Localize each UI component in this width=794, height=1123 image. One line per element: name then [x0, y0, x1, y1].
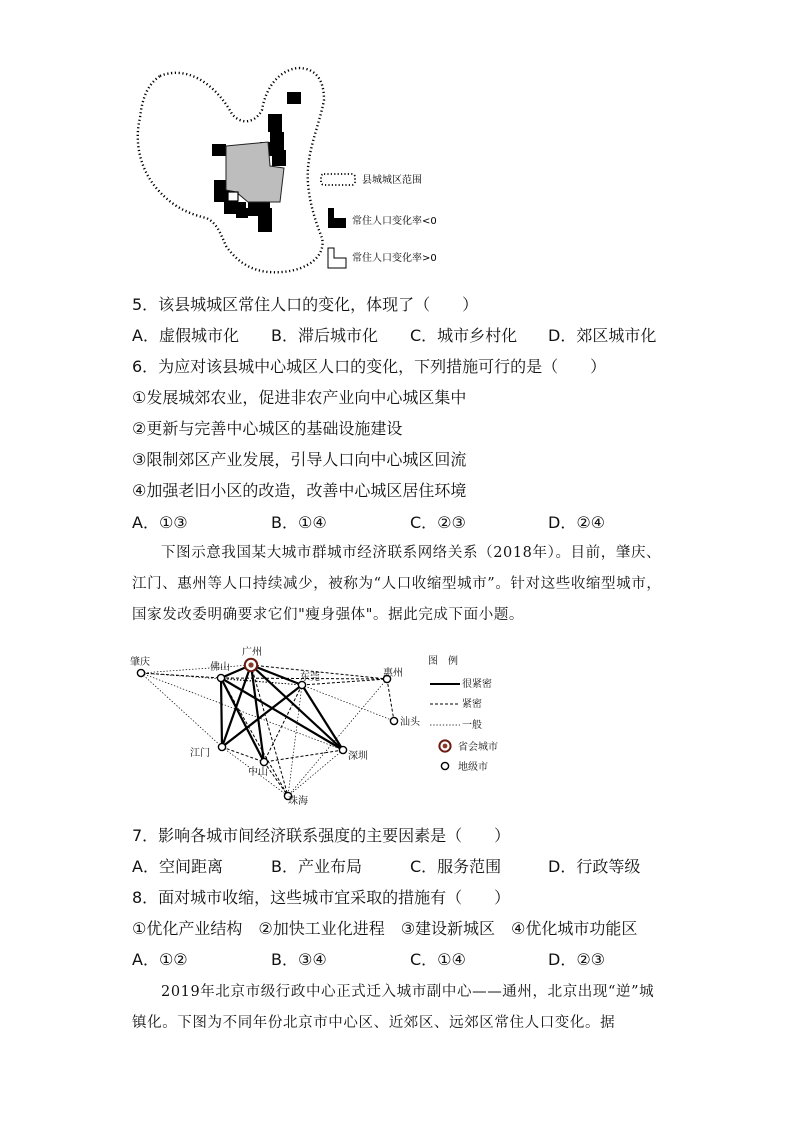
question-6-item-3: ③限制郊区产业发展，引导人口向中心城区回流 [132, 450, 467, 469]
question-5-stem: 5．该县城城区常住人口的变化，体现了（ ） [132, 295, 479, 314]
question-7-stem: 7．影响各城市间经济联系强度的主要因素是（ ） [132, 826, 511, 845]
option-b: B．③④ [271, 950, 327, 969]
county-map-figure [130, 62, 460, 280]
question-6-item-4: ④加强老旧小区的改造，改善中心城区居住环境 [132, 481, 467, 500]
option-a: A．虚假城市化 [132, 326, 239, 345]
legend-county-area-swatch [321, 174, 355, 185]
city-node-shantou [390, 717, 397, 724]
city-label-zhongshan: 中山 [248, 767, 268, 778]
legend-very-close-label: 很紧密 [462, 679, 492, 690]
passage-city-network: 下图示意我国某大城市群城市经济联系网络关系（2018年）。目前，肇庆、江门、惠州等人口持续减少，被称为“人口收缩型城市”。针对这些收缩型城市，国家发改委明确要求它们"瘦身强体"。据此完成下面小题。 [132, 545, 662, 623]
passage-beijing: 2019年北京市级行政中心正式迁入城市副中心——通州，北京出现“逆”城镇化。下图为不同年份北京市中心区、近郊区、远郊区常住人口变化。据 [132, 984, 655, 1031]
legend-close-label: 紧密 [462, 699, 482, 710]
question-8-stem: 8．面对城市收缩，这些城市宜采取的措施有（ ） [132, 888, 511, 907]
very-close-links [221, 665, 343, 762]
city-network-figure [130, 646, 510, 810]
option-b: B．产业布局 [271, 857, 362, 876]
legend-county-area-label: 县城城区范围 [362, 175, 422, 186]
city-label-guangzhou: 广州 [242, 647, 262, 658]
city-node-zhongshan [260, 758, 267, 765]
question-8-items: ①优化产业结构 ②加快工业化进程 ③建设新城区 ④优化城市功能区 [132, 919, 638, 938]
city-label-shenzhen: 深圳 [348, 751, 368, 762]
city-label-dongguan: 东莞 [300, 672, 320, 683]
question-6-item-2: ②更新与完善中心城区的基础设施建设 [132, 419, 403, 438]
city-label-jiangmen: 江门 [190, 748, 210, 759]
city-node-zhaoqing [137, 669, 144, 676]
city-label-foshan: 佛山 [210, 662, 230, 673]
legend-increase-label: 常住人口变化率>0 [352, 253, 437, 264]
city-label-zhuhai: 珠海 [288, 796, 308, 807]
legend-prefecture-symbol [441, 762, 448, 769]
network-legend [428, 654, 498, 773]
option-c: C．服务范围 [410, 857, 502, 876]
option-d: D．行政等级 [548, 857, 641, 876]
option-a: A．①③ [132, 513, 188, 532]
option-b: B．①④ [271, 513, 327, 532]
legend-title: 图 例 [428, 656, 458, 667]
option-d: D．②④ [548, 513, 606, 532]
option-d: D．郊区城市化 [548, 326, 657, 345]
legend-decrease-label: 常住人口变化率<0 [352, 216, 437, 227]
legend-prefecture-label: 地级市 [458, 762, 488, 773]
option-c: C．①④ [410, 950, 466, 969]
city-node-guangzhou [245, 659, 257, 671]
option-a: A．空间距离 [132, 857, 223, 876]
city-label-huizhou: 惠州 [383, 668, 403, 679]
legend-general-label: 一般 [462, 720, 482, 731]
option-c: C．城市乡村化 [410, 326, 518, 345]
option-d: D．②③ [548, 950, 606, 969]
city-node-foshan [217, 674, 224, 681]
city-node-shenzhen [339, 746, 346, 753]
legend-capital-label: 省会城市 [458, 742, 498, 753]
legend-decrease-swatch [328, 208, 346, 228]
option-c: C．②③ [410, 513, 466, 532]
city-label-shantou: 汕头 [400, 717, 420, 728]
population-increase-cell [228, 192, 238, 201]
question-6-item-1: ①发展城郊农业，促进非农产业向中心城区集中 [132, 388, 467, 407]
city-node-jiangmen [218, 743, 225, 750]
legend-increase-swatch [328, 248, 346, 268]
city-label-zhaoqing: 肇庆 [130, 657, 150, 668]
question-6-stem: 6．为应对该县城中心城区人口的变化，下列措施可行的是（ ） [132, 357, 607, 376]
option-a: A．①② [132, 950, 188, 969]
option-b: B．滞后城市化 [271, 326, 378, 345]
